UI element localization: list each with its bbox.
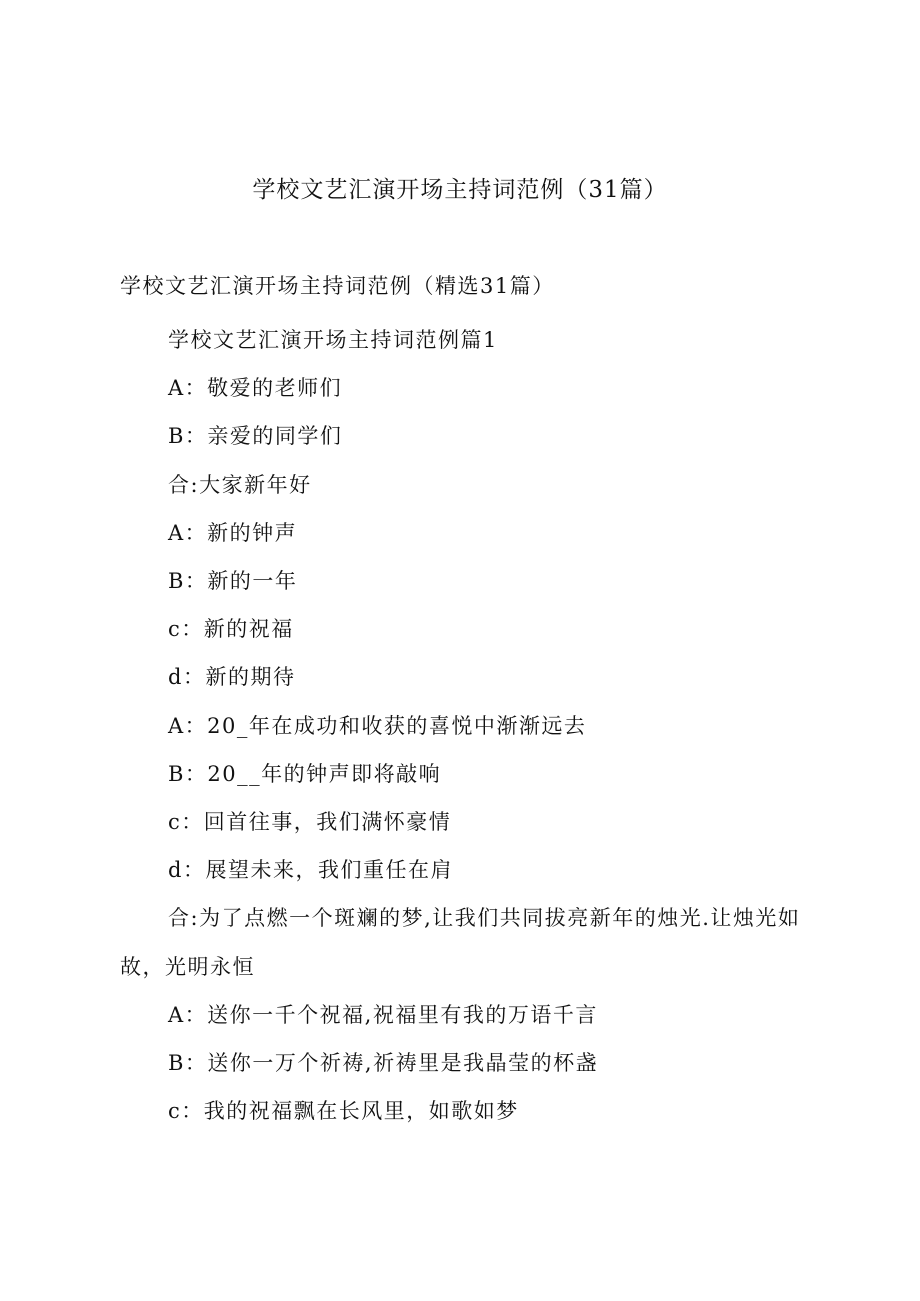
document-title: 学校文艺汇演开场主持词范例（31篇） (252, 177, 668, 203)
body-line: B：20__年的钟声即将敲响 (168, 761, 442, 786)
document-body (120, 316, 810, 1135)
body-line: c：新的祝福 (168, 617, 294, 642)
body-line: c：我的祝福飘在长风里，如歌如梦 (168, 1099, 519, 1124)
body-line: A：敬爱的老师们 (168, 376, 343, 401)
section-heading: 学校文艺汇演开场主持词范例篇1 (168, 328, 498, 352)
body-line: c：回首往事，我们满怀豪情 (168, 810, 452, 835)
body-line: d：展望未来，我们重任在肩 (168, 858, 453, 883)
body-line: 合:为了点燃一个斑斓的梦,让我们共同拔亮新年的烛光.让烛光如故，光明永恒 (120, 906, 801, 979)
body-line: B：送你一万个祈祷,祈祷里是我晶莹的杯盏 (168, 1051, 599, 1076)
body-line: A：新的钟声 (168, 520, 298, 545)
body-line: A：送你一千个祝福,祝福里有我的万语千言 (168, 1002, 598, 1027)
body-line: B：亲爱的同学们 (168, 424, 343, 449)
document-subtitle: 学校文艺汇演开场主持词范例（精选31篇） (120, 274, 555, 298)
body-line: 合:大家新年好 (168, 472, 312, 497)
body-line: B：新的一年 (168, 569, 298, 594)
body-line: d：新的期待 (168, 665, 296, 690)
body-line: A：20_年在成功和收获的喜悦中渐渐远去 (168, 713, 587, 738)
